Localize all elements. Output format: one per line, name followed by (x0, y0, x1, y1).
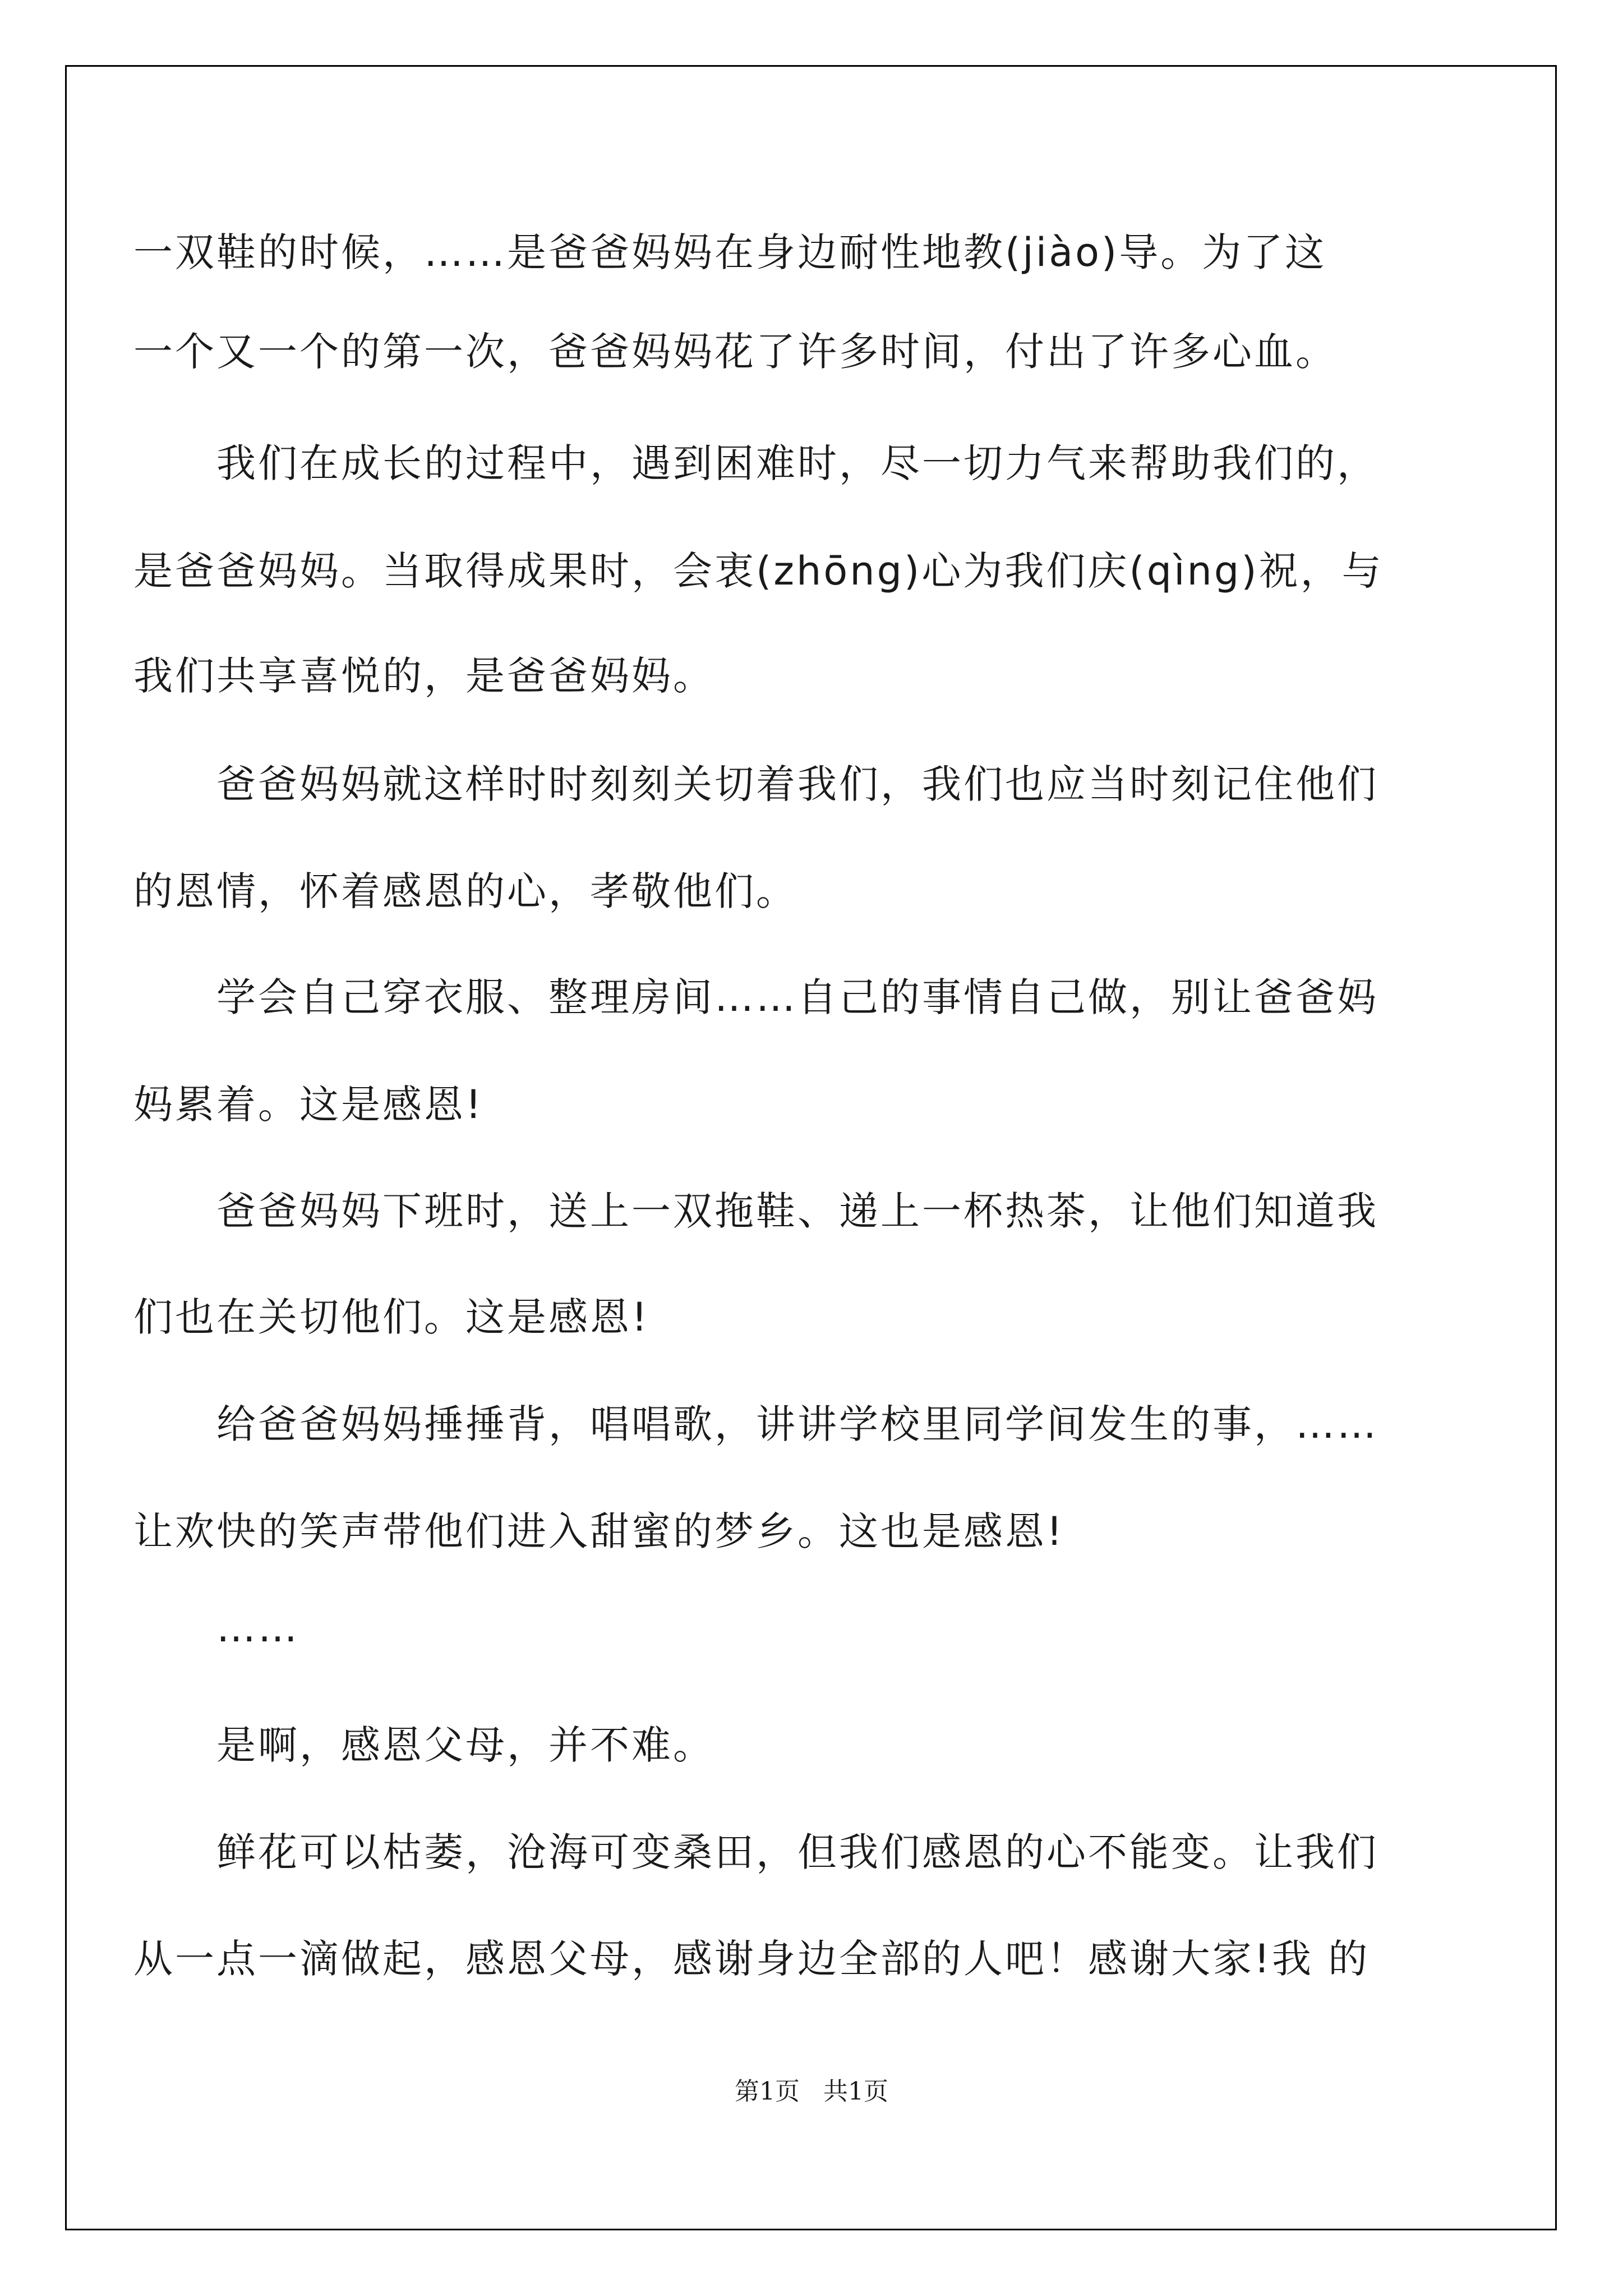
text-line: 们也在关切他们。这是感恩! (133, 1294, 650, 1340)
text-line: 的恩情，怀着感恩的心，孝敬他们。 (133, 868, 797, 914)
text-line: 我们在成长的过程中，遇到困难时，尽一切力气来帮助我们的， (216, 440, 1378, 486)
text-line: 妈累着。这是感恩! (133, 1082, 484, 1128)
text-line: 我们共享喜悦的，是爸爸妈妈。 (133, 653, 714, 699)
text-line: 是啊，感恩父母，并不难。 (216, 1722, 714, 1768)
text-line: 从一点一滴做起，感恩父母，感谢身边全部的人吧！感谢大家!我 的 (133, 1936, 1370, 1982)
page-number-footer: 第1页 共1页 (735, 2077, 888, 2106)
text-line: 一个又一个的第一次，爸爸妈妈花了许多时间，付出了许多心血。 (133, 329, 1337, 375)
text-line: 爸爸妈妈下班时，送上一双拖鞋、递上一杯热茶，让他们知道我 (216, 1188, 1378, 1234)
text-line: 让欢快的笑声带他们进入甜蜜的梦乡。这也是感恩! (133, 1508, 1065, 1554)
text-line: …… (216, 1605, 299, 1651)
text-line: 鲜花可以枯萎，沧海可变桑田，但我们感恩的心不能变。让我们 (216, 1829, 1378, 1875)
text-line: 爸爸妈妈就这样时时刻刻关切着我们，我们也应当时刻记住他们 (216, 761, 1378, 807)
text-line: 一双鞋的时候，……是爸爸妈妈在身边耐性地教(jiào)导。为了这 (133, 229, 1327, 275)
text-line: 学会自己穿衣服、整理房间……自己的事情自己做，别让爸爸妈 (216, 974, 1378, 1020)
text-line: 给爸爸妈妈捶捶背，唱唱歌，讲讲学校里同学间发生的事，…… (216, 1401, 1378, 1447)
text-line: 是爸爸妈妈。当取得成果时，会衷(zhōng)心为我们庆(qìng)祝，与 (133, 548, 1384, 594)
